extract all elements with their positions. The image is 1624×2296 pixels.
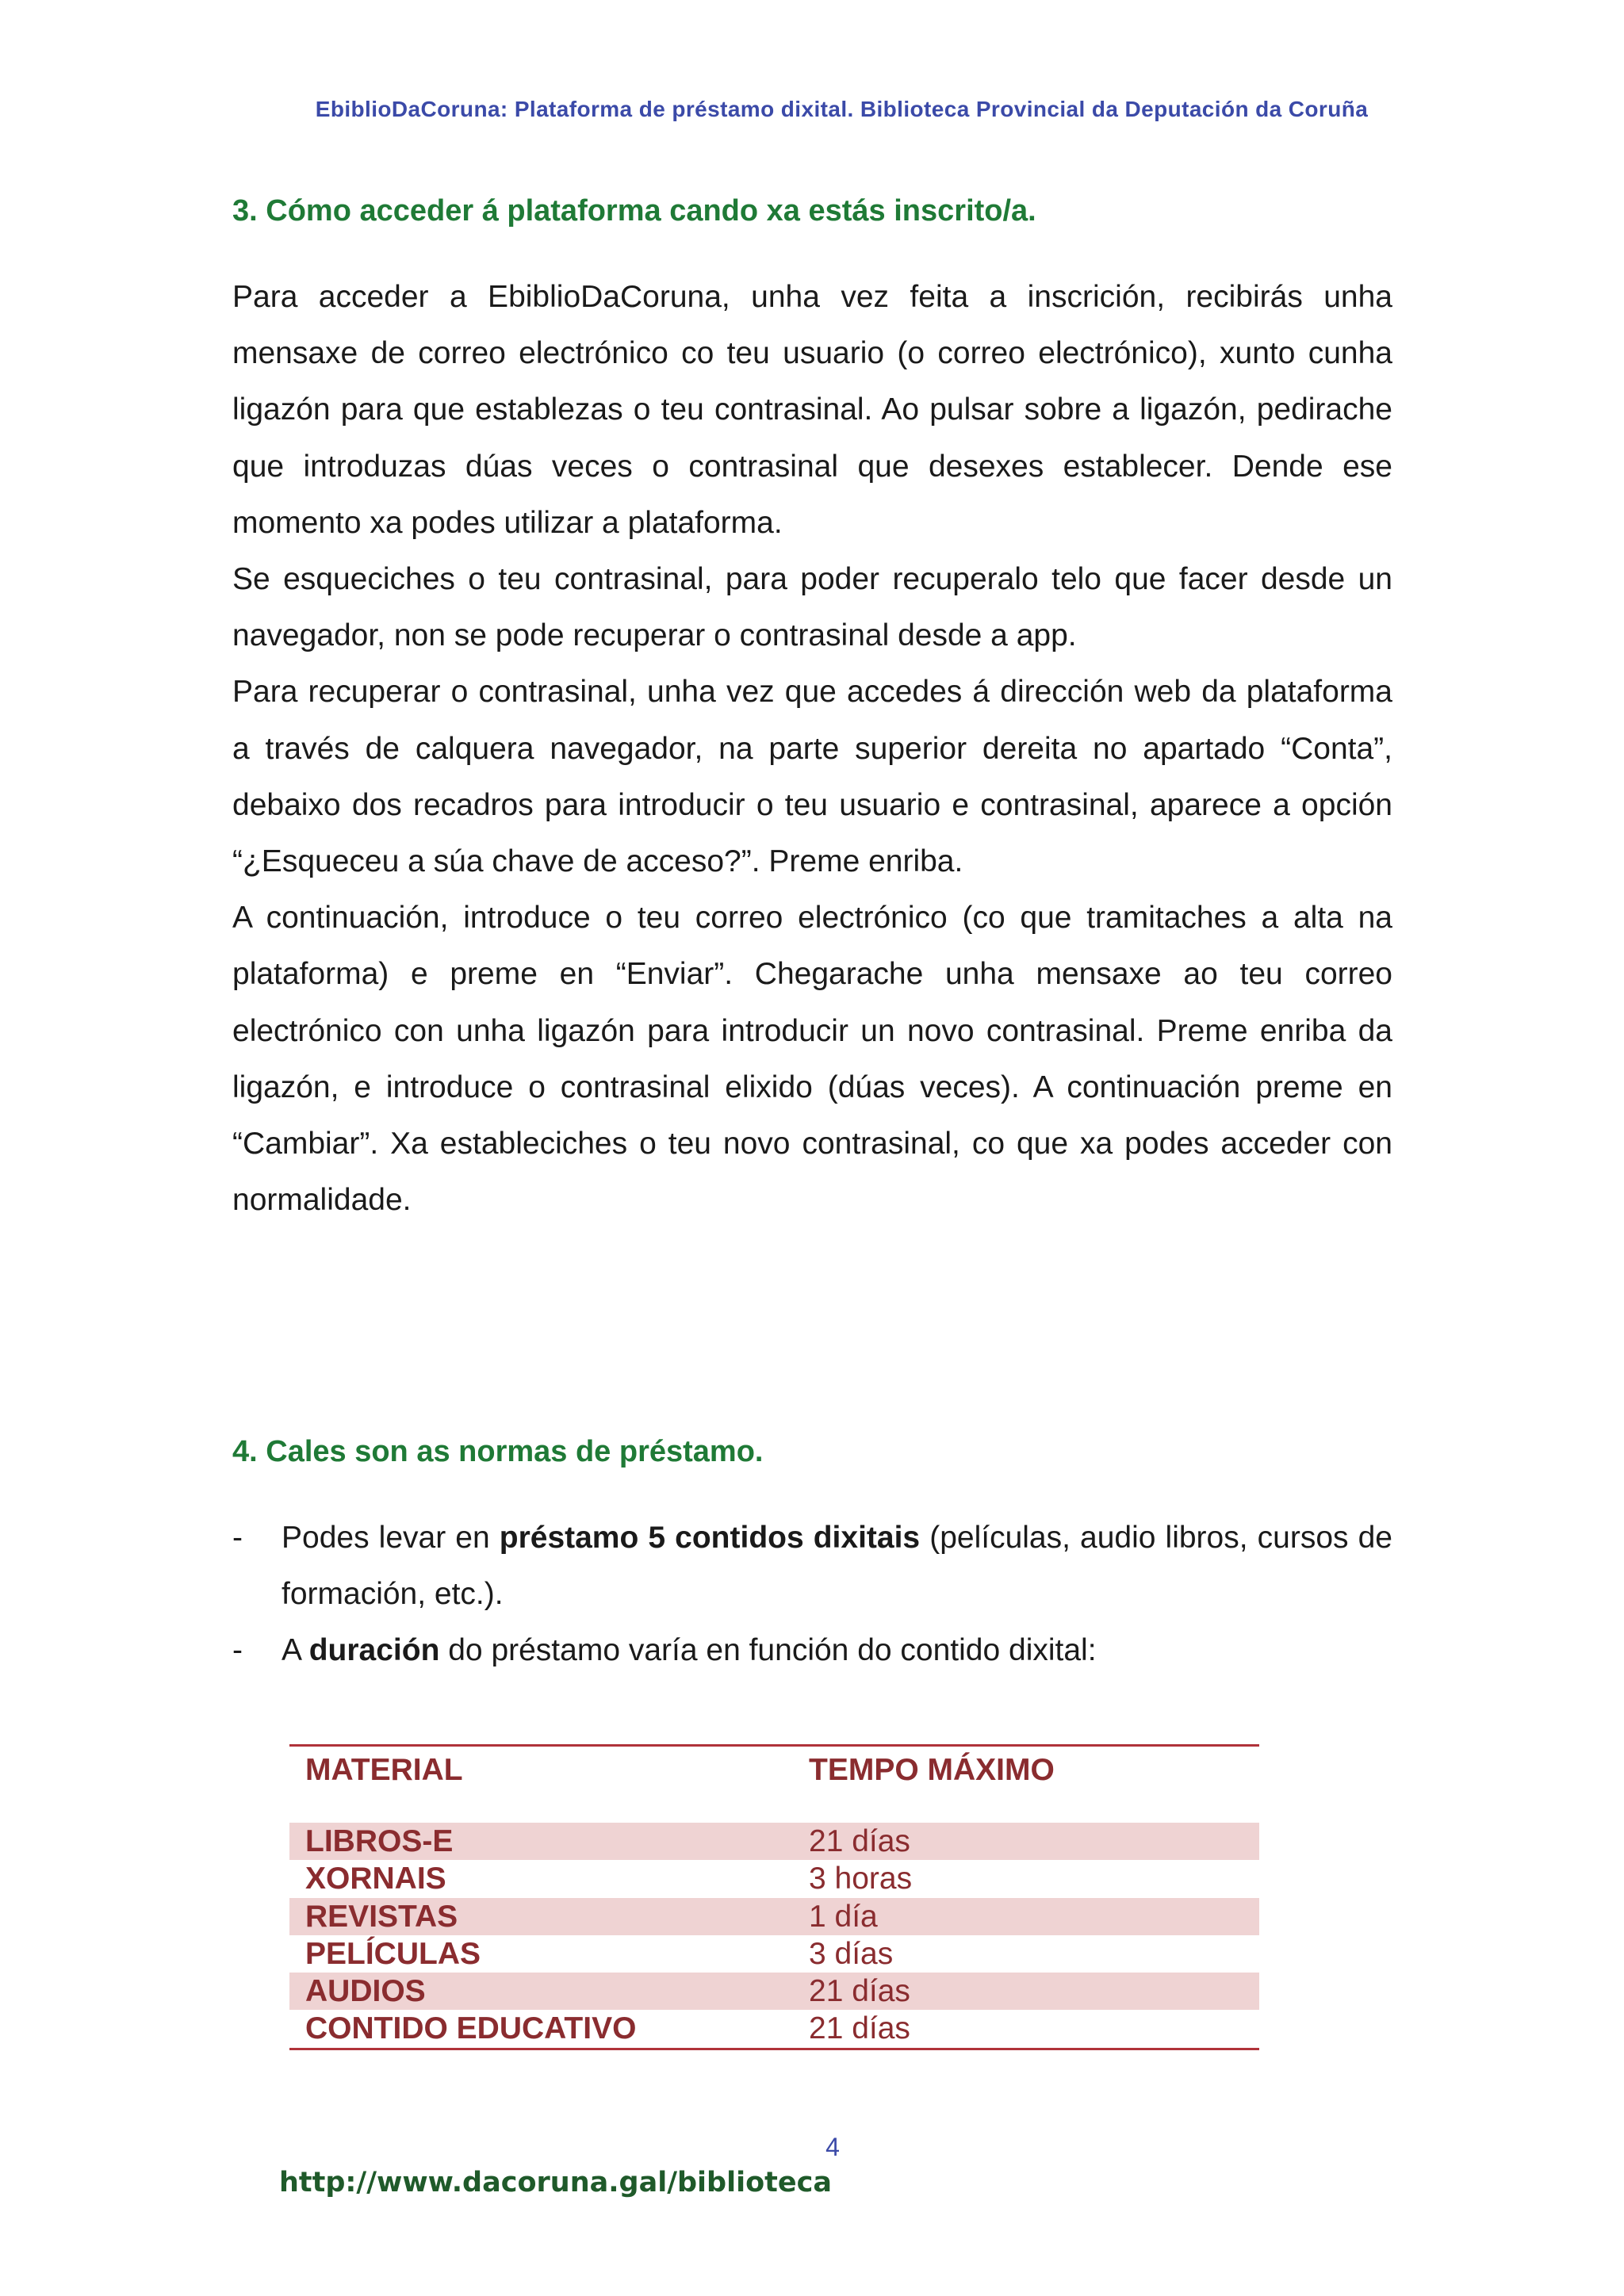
paragraph: Para recuperar o contrasinal, unha vez que accedes á dirección web da plataforma a través de calquera navegador, na parte superior dereita no apartado “Conta”, debaixo dos recadros para introducir o teu usuario e contrasinal, aparece a opción “¿Esqueceu a súa chave de acceso?”. Preme enriba. bbox=[232, 675, 1392, 879]
table-row bbox=[289, 1823, 1259, 1860]
table-cell: LIBROS-E bbox=[305, 1824, 454, 1858]
paragraph: Para acceder a EbiblioDaCoruna, unha vez feita a inscrición, recibirás unha mensaxe de correo electrónico co teu usuario (o correo electrónico), xunto cunha ligazón para que establezas o teu contrasinal. Ao pulsar sobre a ligazón, pedirache que introduzas dúas veces o contrasinal que desexes establecer. Dende ese momento xa podes utilizar a plataforma. bbox=[232, 280, 1392, 540]
table-cell: 21 días bbox=[809, 1824, 910, 1858]
table-cell: 1 día bbox=[809, 1899, 878, 1934]
list-dash: - bbox=[232, 1521, 243, 1555]
paragraph: Se esqueciches o teu contrasinal, para poder recuperalo telo que facer desde un navegador, non se pode recuperar o contrasinal desde a app. bbox=[232, 562, 1392, 653]
bold-text: duración bbox=[308, 1633, 440, 1667]
page-header: EbiblioDaCoruna: Plataforma de préstamo dixital. Biblioteca Provincial da Deputación da Coruña bbox=[315, 97, 1369, 121]
table-row bbox=[289, 2010, 1259, 2047]
page-number: 4 bbox=[825, 2133, 840, 2161]
table-cell: 3 horas bbox=[809, 1862, 913, 1896]
paragraph: A continuación, introduce o teu correo electrónico (co que tramitaches a alta na plataforma) e preme en “Enviar”. Chegarache unha mensaxe ao teu correo electrónico con unha ligazón para introducir un novo contrasinal. Preme enriba da ligazón, e introduce o contrasinal elixido (dúas veces). A continuación preme en “Cambiar”. Xa estableciches o teu novo contrasinal, co que xa podes acceder con normalidade. bbox=[232, 901, 1392, 1218]
table-row bbox=[289, 1898, 1259, 1935]
section-3-heading: 3. Cómo acceder á plataforma cando xa estás inscrito/a. bbox=[232, 194, 1036, 228]
table-cell: 21 días bbox=[809, 1974, 910, 2009]
table-header-cell: TEMPO MÁXIMO bbox=[809, 1753, 1055, 1787]
table-cell: 3 días bbox=[809, 1936, 894, 1971]
list-item-text: A duración do préstamo varía en función do contido dixital: bbox=[282, 1633, 1097, 1667]
loan-duration-table bbox=[289, 1744, 1259, 2050]
list-item bbox=[232, 1510, 1392, 1622]
section-3-body bbox=[232, 269, 1392, 1228]
list-dash: - bbox=[232, 1633, 243, 1667]
bold-text: préstamo 5 contidos dixitais bbox=[499, 1521, 921, 1555]
table-row bbox=[289, 1935, 1259, 1973]
table-cell: REVISTAS bbox=[305, 1899, 458, 1934]
table-row bbox=[289, 1860, 1259, 1897]
table-cell: XORNAIS bbox=[305, 1862, 446, 1896]
table-header-cell: MATERIAL bbox=[305, 1753, 463, 1787]
table-cell: 21 días bbox=[809, 2011, 910, 2046]
section-4-heading: 4. Cales son as normas de préstamo. bbox=[232, 1435, 764, 1468]
table-cell: CONTIDO EDUCATIVO bbox=[305, 2011, 637, 2046]
table-row bbox=[289, 1973, 1259, 2010]
footer-url-link[interactable]: http://www.dacoruna.gal/biblioteca bbox=[279, 2167, 832, 2198]
list-item bbox=[232, 1622, 1392, 1678]
table-cell: PELÍCULAS bbox=[305, 1936, 481, 1971]
table-header-row bbox=[289, 1747, 1259, 1823]
table-cell: AUDIOS bbox=[305, 1974, 426, 2009]
list-item-text: Podes levar en préstamo 5 contidos dixitais (películas, audio libros, cursos de formación, etc.). bbox=[282, 1521, 1392, 1612]
